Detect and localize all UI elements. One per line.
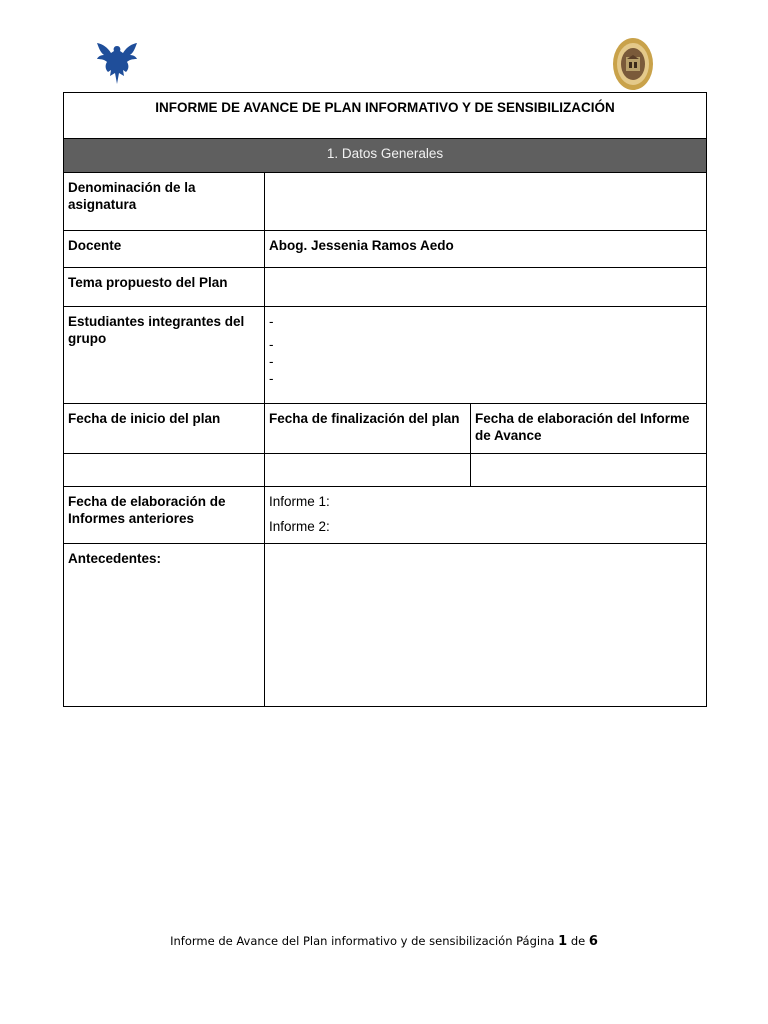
tema-field[interactable]	[265, 268, 707, 307]
estudiante-item: -	[269, 371, 274, 386]
fecha-inicio-field[interactable]	[64, 454, 265, 487]
informes-anteriores-field[interactable]	[265, 487, 707, 544]
page-footer	[0, 934, 768, 949]
informes-anteriores-label: Fecha de elaboración de Informes anteriores	[64, 487, 265, 544]
section-header: 1. Datos Generales	[64, 139, 707, 173]
docente-field[interactable]: Abog. Jessenia Ramos Aedo	[265, 231, 707, 268]
informe-1-label: Informe 1:	[269, 494, 330, 509]
denominacion-field[interactable]	[265, 173, 707, 231]
docente-label: Docente	[64, 231, 265, 268]
footer-of: de	[570, 934, 586, 948]
fecha-inicio-label: Fecha de inicio del plan	[64, 404, 265, 454]
antecedentes-field[interactable]	[265, 544, 707, 707]
estudiantes-label: Estudiantes integrantes del grupo	[64, 307, 265, 404]
estudiante-item: -	[269, 354, 274, 369]
eagle-logo-icon	[94, 40, 140, 86]
antecedentes-label: Antecedentes:	[64, 544, 265, 707]
fecha-elaboracion-label: Fecha de elaboración del Informe de Avance	[471, 404, 707, 454]
footer-text: Informe de Avance del Plan informativo y de sensibilización Página	[170, 934, 555, 948]
page-number: 1	[558, 934, 568, 949]
tema-label: Tema propuesto del Plan	[64, 268, 265, 307]
fecha-fin-field[interactable]	[265, 454, 471, 487]
university-seal-icon	[612, 37, 654, 91]
estudiantes-field[interactable]	[265, 307, 707, 404]
report-form-table	[63, 92, 707, 707]
informe-2-label: Informe 2:	[269, 519, 330, 534]
fecha-fin-label: Fecha de finalización del plan	[265, 404, 471, 454]
denominacion-label: Denominación de la asignatura	[64, 173, 265, 231]
estudiante-item: -	[269, 337, 274, 352]
estudiante-item: -	[269, 314, 274, 329]
page-total: 6	[588, 934, 598, 949]
form-title: INFORME DE AVANCE DE PLAN INFORMATIVO Y DE SENSIBILIZACIÓN	[64, 93, 707, 139]
fecha-elaboracion-field[interactable]	[471, 454, 707, 487]
